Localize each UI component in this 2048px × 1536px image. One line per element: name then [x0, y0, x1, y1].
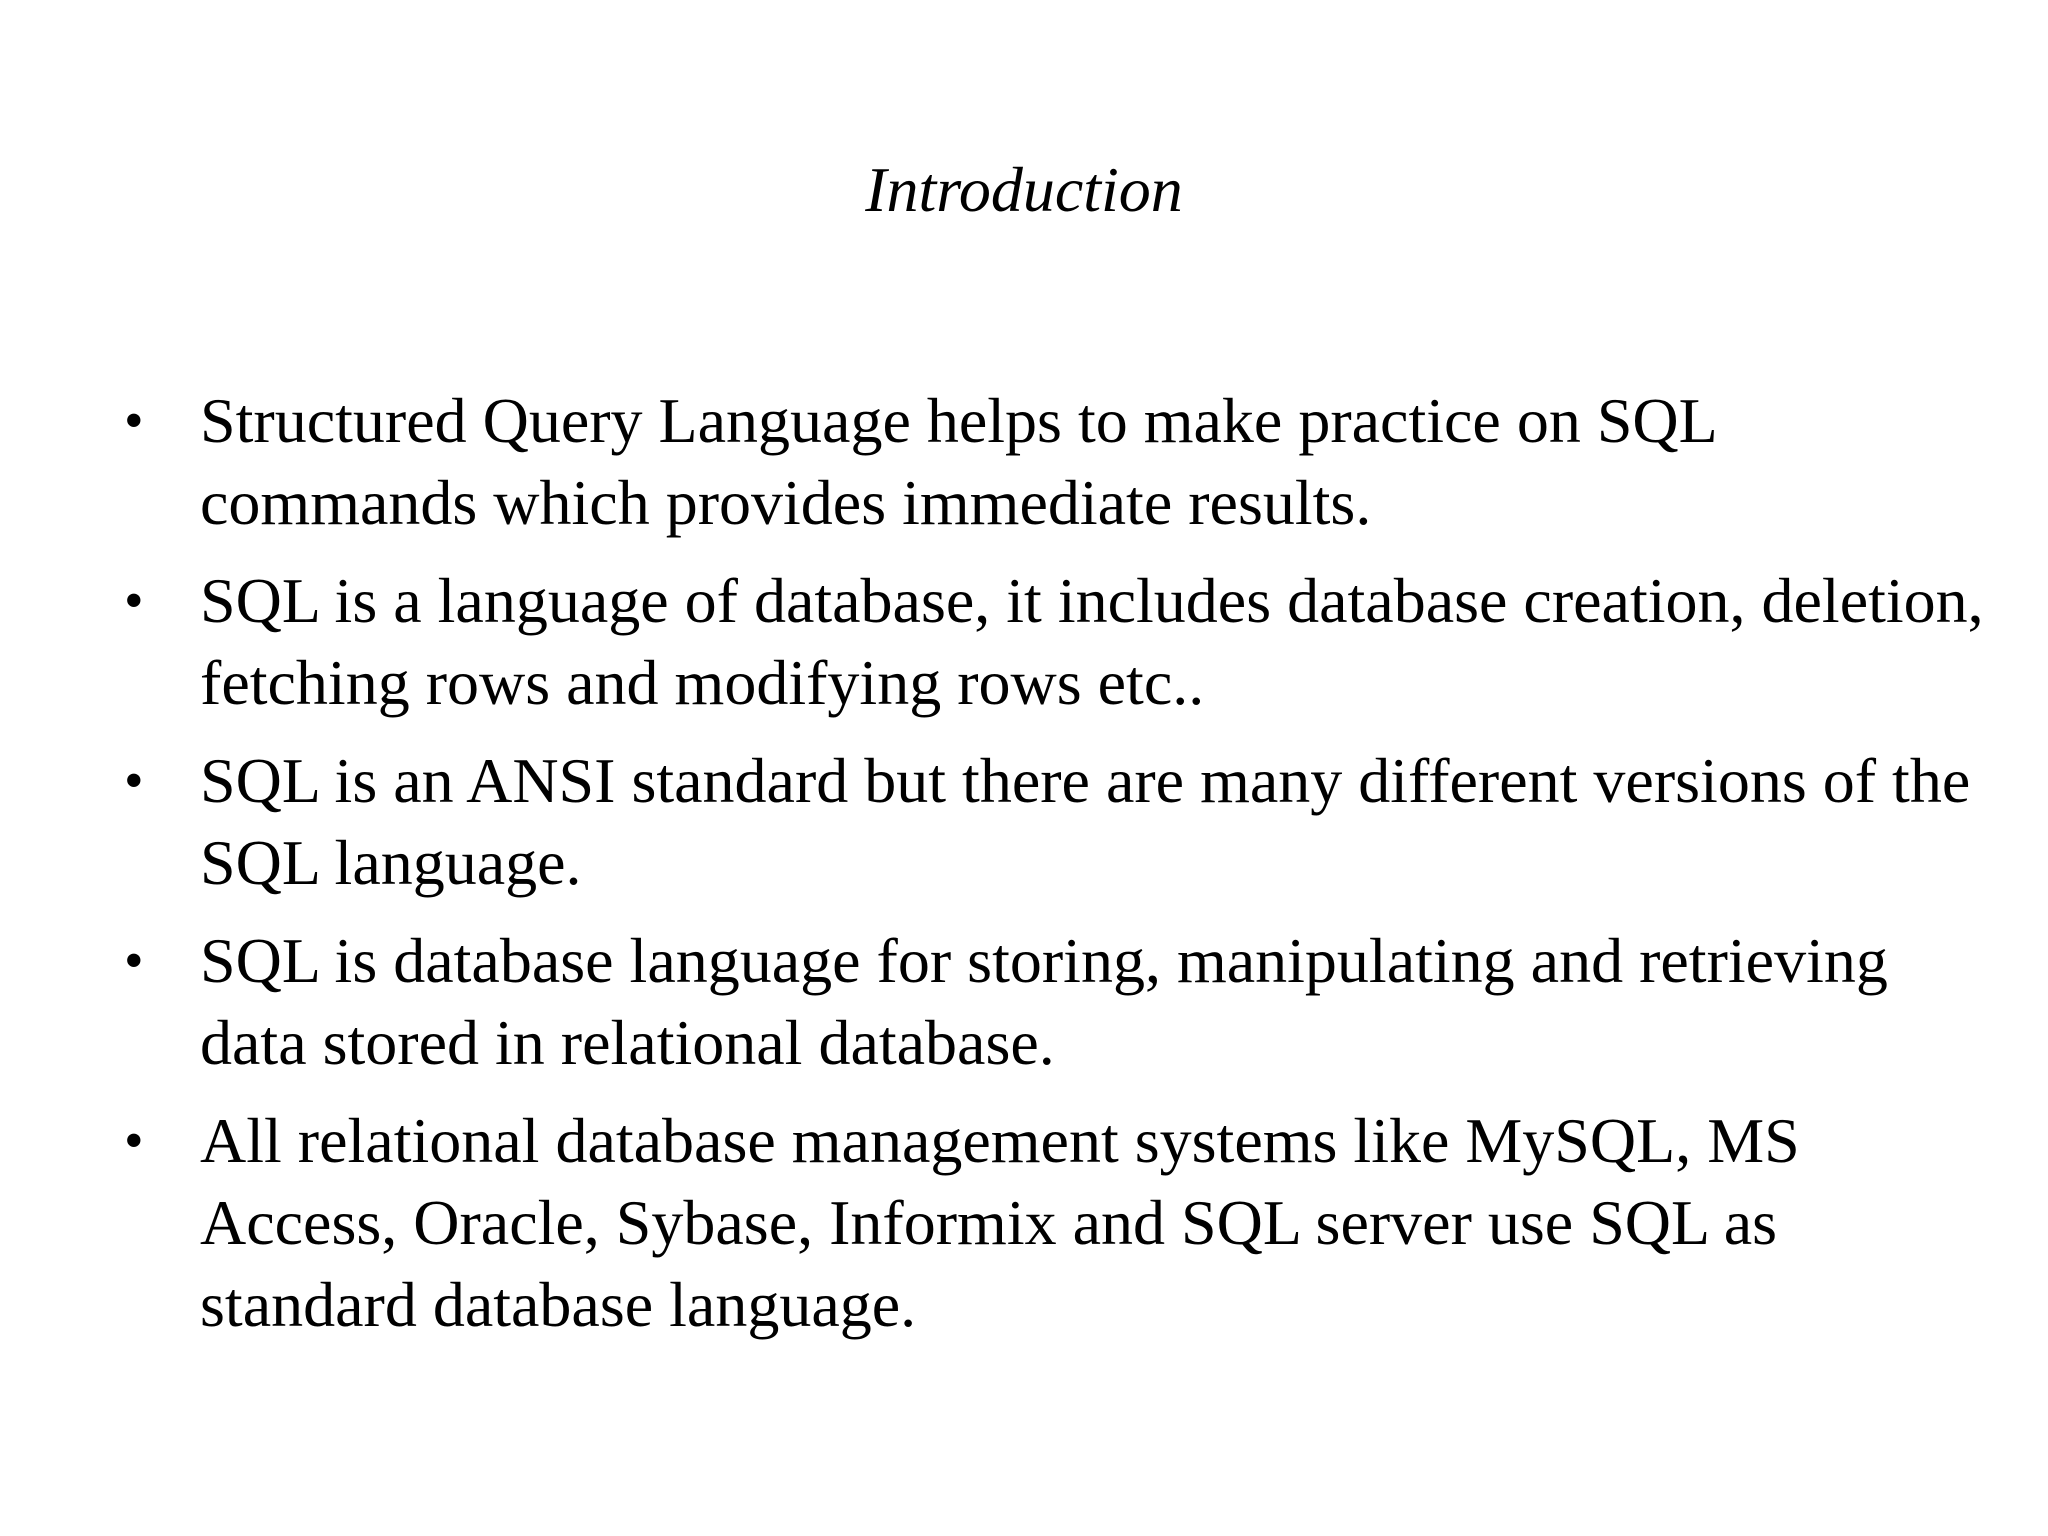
- list-item: [0, 740, 2048, 904]
- bullet-icon: •: [124, 750, 144, 812]
- bullet-text: Structured Query Language helps to make practice on SQL commands which provides immediate results.: [200, 385, 1716, 538]
- bullet-text: SQL is a language of database, it includes database creation, deletion, fetching rows and modifying rows etc..: [200, 565, 1984, 718]
- bullet-list: [0, 380, 2048, 1362]
- bullet-icon: •: [124, 390, 144, 452]
- list-item: [0, 920, 2048, 1084]
- bullet-text: SQL is database language for storing, manipulating and retrieving data stored in relational database.: [200, 925, 1888, 1078]
- list-item: [0, 1100, 2048, 1346]
- bullet-icon: •: [124, 570, 144, 632]
- bullet-icon: •: [124, 1110, 144, 1172]
- slide-title: Introduction: [865, 154, 1183, 225]
- bullet-text: All relational database management systems like MySQL, MS Access, Oracle, Sybase, Informix and SQL server use SQL as standard database language.: [200, 1105, 1800, 1340]
- list-item: [0, 560, 2048, 724]
- bullet-icon: •: [124, 930, 144, 992]
- list-item: [0, 380, 2048, 544]
- bullet-text: SQL is an ANSI standard but there are many different versions of the SQL language.: [200, 745, 1971, 898]
